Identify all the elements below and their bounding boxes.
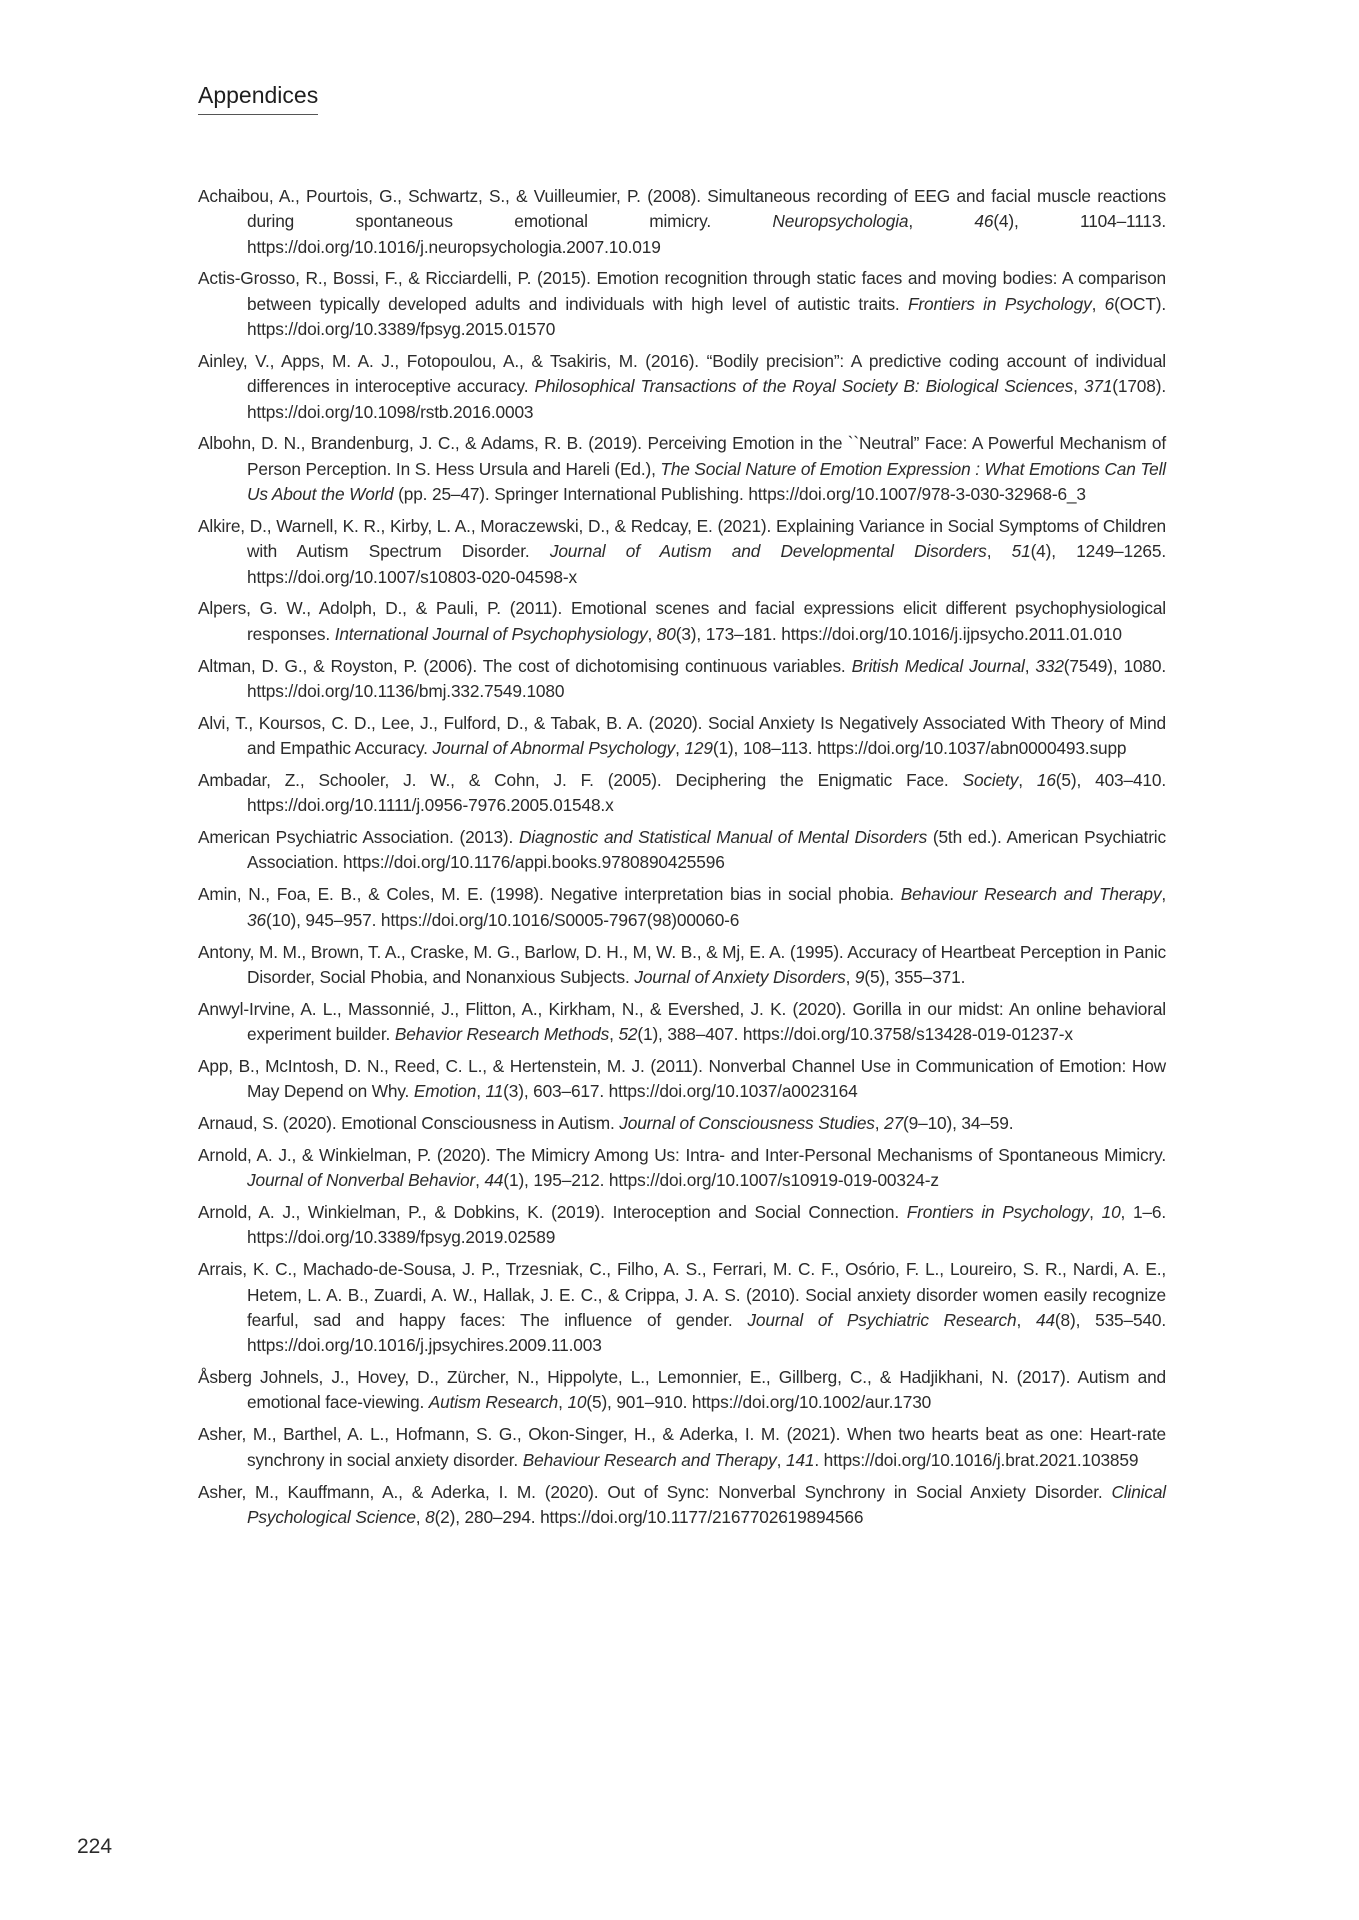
reference-italic-text: Behaviour Research and Therapy <box>522 1449 777 1470</box>
reference-italic-text: Society <box>962 769 1019 790</box>
reference-text: American Psychiatric Association. (2013). <box>198 827 519 848</box>
reference-text: , <box>675 738 685 759</box>
reference-italic-text: 6 <box>1104 293 1115 314</box>
reference-text: , <box>609 1024 619 1045</box>
reference-text: (1708). https://doi.org/10.1098/rstb.2016.0003 <box>247 376 1166 422</box>
reference-entry <box>198 1054 1166 1105</box>
reference-text: (5), 355–371. <box>864 966 966 987</box>
reference-entry <box>198 997 1166 1048</box>
reference-text: Antony, M. M., Brown, T. A., Craske, M. G., Barlow, D. H., M, W. B., & Mj, E. A. (1995). Accuracy of Heartbeat Perception in Panic Disorder, Social Phobia, and Nonanxious Subjects. <box>198 941 1166 987</box>
reference-text: App, B., McIntosh, D. N., Reed, C. L., & Hertenstein, M. J. (2011). Nonverbal Channel Use in Communication of Emotion: How May Depend on Why. <box>198 1055 1166 1102</box>
reference-italic-text: 9 <box>854 966 865 987</box>
reference-italic-text: 10 <box>1101 1202 1121 1223</box>
reference-italic-text: Emotion <box>413 1081 477 1102</box>
reference-text: Anwyl-Irvine, A. L., Massonnié, J., Flitton, A., Kirkham, N., & Evershed, J. K. (2020). Gorilla in our midst: An online behavioral experiment builder. <box>198 998 1166 1045</box>
reference-text: Alpers, G. W., Adolph, D., & Pauli, P. (2011). Emotional scenes and facial expressions elicit different psychophysiological responses. <box>198 598 1166 644</box>
reference-text: Asher, M., Kauffmann, A., & Aderka, I. M. (2020). Out of Sync: Nonverbal Synchrony in Social Anxiety Disorder. <box>198 1481 1112 1502</box>
reference-text: (pp. 25–47). Springer International Publishing. https://doi.org/10.1007/978-3-030-32968-6_3 <box>393 484 1086 505</box>
reference-italic-text: 11 <box>485 1081 504 1102</box>
reference-entry <box>198 711 1166 762</box>
reference-text: (10), 945–957. https://doi.org/10.1016/S0005-7967(98)00060-6 <box>265 909 740 930</box>
reference-italic-text: British Medical Journal <box>851 655 1025 676</box>
reference-text: (8), 535–540. https://doi.org/10.1016/j.jpsychires.2009.11.003 <box>247 1309 1166 1356</box>
reference-text: , <box>845 966 855 987</box>
reference-italic-text: 46 <box>974 211 994 232</box>
reference-italic-text: 52 <box>618 1024 638 1045</box>
reference-italic-text: Journal of Psychiatric Research <box>747 1309 1017 1330</box>
reference-italic-text: 16 <box>1036 769 1056 790</box>
reference-italic-text: Frontiers in Psychology <box>906 1202 1090 1223</box>
reference-text: Arnaud, S. (2020). Emotional Consciousness in Autism. <box>198 1113 620 1134</box>
reference-text: Ainley, V., Apps, M. A. J., Fotopoulou, A., & Tsakiris, M. (2016). “Bodily precision”: A predictive coding account of individual differences in interoceptive accuracy. <box>198 350 1166 397</box>
reference-italic-text: Frontiers in Psychology <box>907 293 1092 314</box>
reference-entry <box>198 266 1166 342</box>
reference-text: (2), 280–294. https://doi.org/10.1177/2167702619894566 <box>434 1506 864 1527</box>
reference-text: (3), 603–617. https://doi.org/10.1037/a0023164 <box>503 1081 858 1102</box>
reference-italic-text: Clinical Psychological Science <box>247 1481 1166 1527</box>
reference-italic-text: Philosophical Transactions of the Royal Society B: Biological Sciences <box>534 376 1074 397</box>
reference-text: (7549), 1080. https://doi.org/10.1136/bmj.332.7549.1080 <box>247 655 1166 701</box>
reference-italic-text: Journal of Abnormal Psychology <box>432 738 676 759</box>
reference-entry <box>198 882 1166 933</box>
reference-entry <box>198 768 1166 819</box>
reference-text: (1), 195–212. https://doi.org/10.1007/s10919-019-00324-z <box>503 1170 939 1191</box>
reference-text: Asher, M., Barthel, A. L., Hofmann, S. G., Okon-Singer, H., & Aderka, I. M. (2021). When two hearts beat as one: Heart-rate synchrony in social anxiety disorder. <box>198 1424 1166 1470</box>
reference-text: , <box>1161 884 1166 905</box>
reference-entry <box>198 1480 1166 1531</box>
reference-entry <box>198 1143 1166 1194</box>
reference-text: Altman, D. G., & Royston, P. (2006). The cost of dichotomising continuous variables. <box>198 655 852 676</box>
reference-entry <box>198 349 1166 425</box>
reference-italic-text: Behaviour Research and Therapy <box>900 884 1162 905</box>
reference-italic-text: Journal of Nonverbal Behavior <box>247 1170 476 1191</box>
reference-text: , <box>908 211 975 232</box>
reference-text: , <box>558 1392 568 1413</box>
reference-italic-text: International Journal of Psychophysiology <box>334 623 648 644</box>
reference-text: Alkire, D., Warnell, K. R., Kirby, L. A., Moraczewski, D., & Redcay, E. (2021). Explaining Variance in Social Symptoms of Children with Autism Spectrum Disorder. <box>198 515 1166 562</box>
reference-text: (3), 173–181. https://doi.org/10.1016/j.ijpsycho.2011.01.010 <box>675 623 1122 644</box>
reference-italic-text: 129 <box>684 738 713 759</box>
reference-text: Alvi, T., Koursos, C. D., Lee, J., Fulford, D., & Tabak, B. A. (2020). Social Anxiety Is Negatively Associated With Theory of Mind and Empathic Accuracy. <box>198 712 1166 759</box>
reference-text: (9–10), 34–59. <box>903 1113 1014 1134</box>
reference-italic-text: 36 <box>247 909 266 930</box>
reference-text: (5), 901–910. https://doi.org/10.1002/aur.1730 <box>586 1392 932 1413</box>
reference-entry <box>198 1422 1166 1473</box>
reference-text: Ambadar, Z., Schooler, J. W., & Cohn, J. F. (2005). Deciphering the Enigmatic Face. <box>198 769 963 790</box>
reference-text: , <box>874 1113 885 1134</box>
reference-italic-text: Behavior Research Methods <box>394 1024 610 1045</box>
reference-entry <box>198 431 1166 507</box>
reference-italic-text: Diagnostic and Statistical Manual of Mental Disorders <box>518 827 928 848</box>
reference-text: , <box>1024 655 1036 676</box>
reference-italic-text: 141 <box>785 1449 815 1470</box>
reference-italic-text: 8 <box>425 1506 435 1527</box>
reference-text: Arnold, A. J., & Winkielman, P. (2020). The Mimicry Among Us: Intra- and Inter-Personal Mechanisms of Spontaneous Mimicry. <box>198 1145 1166 1165</box>
reference-text: , <box>1089 1202 1102 1223</box>
running-header: Appendices <box>198 82 318 115</box>
reference-text: Amin, N., Foa, E. B., & Coles, M. E. (1998). Negative interpretation bias in social phobia. <box>198 884 901 905</box>
reference-text: Achaibou, A., Pourtois, G., Schwartz, S., & Vuilleumier, P. (2008). Simultaneous recording of EEG and facial muscle reactions during spontaneous emotional mimicry. <box>198 186 1166 232</box>
reference-italic-text: 371 <box>1083 376 1113 397</box>
reference-entry <box>198 514 1166 590</box>
reference-italic-text: 10 <box>567 1392 587 1413</box>
reference-text: , <box>1016 1309 1036 1330</box>
reference-text: , <box>776 1449 786 1470</box>
reference-italic-text: 44 <box>484 1170 504 1191</box>
reference-entry <box>198 940 1166 991</box>
reference-italic-text: Journal of Anxiety Disorders <box>634 966 846 987</box>
reference-text: , <box>1073 376 1084 397</box>
reference-text: . https://doi.org/10.1016/j.brat.2021.103859 <box>814 1449 1139 1470</box>
reference-italic-text: 80 <box>656 623 676 644</box>
reference-text: , <box>415 1506 426 1527</box>
reference-italic-text: 51 <box>1011 541 1031 562</box>
reference-text: , <box>1018 769 1037 790</box>
reference-text: (4), 1104–1113. https://doi.org/10.1016/j.neuropsychologia.2007.10.019 <box>247 211 1166 257</box>
reference-entry <box>198 654 1166 705</box>
reference-text: Arnold, A. J., Winkielman, P., & Dobkins, K. (2019). Interoception and Social Connection. <box>198 1202 907 1223</box>
reference-text: (5th ed.). American Psychiatric Association. https://doi.org/10.1176/appi.books.9780890425596 <box>247 827 1166 873</box>
reference-entry <box>198 1200 1166 1251</box>
reference-text: , <box>475 1170 485 1191</box>
reference-entry <box>198 1111 1166 1136</box>
reference-text: (1), 388–407. https://doi.org/10.3758/s13428-019-01237-x <box>637 1024 1073 1045</box>
reference-entry <box>198 184 1166 260</box>
reference-entry <box>198 1365 1166 1416</box>
reference-text: , <box>476 1081 486 1102</box>
reference-text: (5), 403–410. https://doi.org/10.1111/j.0956-7976.2005.01548.x <box>247 769 1166 816</box>
reference-italic-text: 27 <box>884 1113 904 1134</box>
reference-entry <box>198 1257 1166 1358</box>
reference-italic-text: 332 <box>1035 655 1064 676</box>
reference-italic-text: Journal of Autism and Developmental Disorders <box>549 541 987 562</box>
reference-text: , 1–6. https://doi.org/10.3389/fpsyg.2019.02589 <box>247 1202 1167 1248</box>
reference-text: Albohn, D. N., Brandenburg, J. C., & Adams, R. B. (2019). Perceiving Emotion in the ``Neutral” Face: A Powerful Mechanism of Person Perception. In S. Hess Ursula and Hareli (Ed.), <box>198 433 1166 479</box>
reference-italic-text: Neuropsychologia <box>772 211 909 232</box>
reference-text: Åsberg Johnels, J., Hovey, D., Zürcher, N., Hippolyte, L., Lemonnier, E., Gillberg, C., & Hadjikhani, N. (2017). Autism and emotional face-viewing. <box>198 1367 1166 1413</box>
reference-text: , <box>986 541 1012 562</box>
reference-entry <box>198 596 1166 647</box>
reference-italic-text: 44 <box>1035 1309 1055 1330</box>
reference-italic-text: The Social Nature of Emotion Expression : What Emotions Can Tell Us About the World <box>247 458 1166 505</box>
reference-entry <box>198 825 1166 876</box>
reference-text: (OCT). https://doi.org/10.3389/fpsyg.2015.01570 <box>247 293 1166 340</box>
reference-text: , <box>647 623 657 644</box>
reference-italic-text: Journal of Consciousness Studies <box>619 1113 875 1134</box>
reference-text: Arrais, K. C., Machado-de-Sousa, J. P., Trzesniak, C., Filho, A. S., Ferrari, M. C. F., Osório, F. L., Loureiro, S. R., Nardi, A. E., Hetem, L. A. B., Zuardi, A. W., Hallak, J. E. C., & Crippa, J. A. S. (2010). Social anxiety disorder women easily recognize fearful, sad and happy faces: The influence of gender. <box>198 1259 1166 1330</box>
reference-list <box>198 184 1166 1537</box>
reference-text: (4), 1249–1265. https://doi.org/10.1007/s10803-020-04598-x <box>247 541 1167 587</box>
page-number: 224 <box>77 1835 113 1858</box>
reference-text: (1), 108–113. https://doi.org/10.1037/abn0000493.supp <box>712 738 1127 759</box>
reference-text: Actis-Grosso, R., Bossi, F., & Ricciardelli, P. (2015). Emotion recognition through static faces and moving bodies: A comparison between typically developed adults and individuals with high level of autistic traits. <box>198 268 1166 314</box>
reference-italic-text: Autism Research <box>428 1392 559 1413</box>
reference-text: , <box>1091 293 1105 314</box>
